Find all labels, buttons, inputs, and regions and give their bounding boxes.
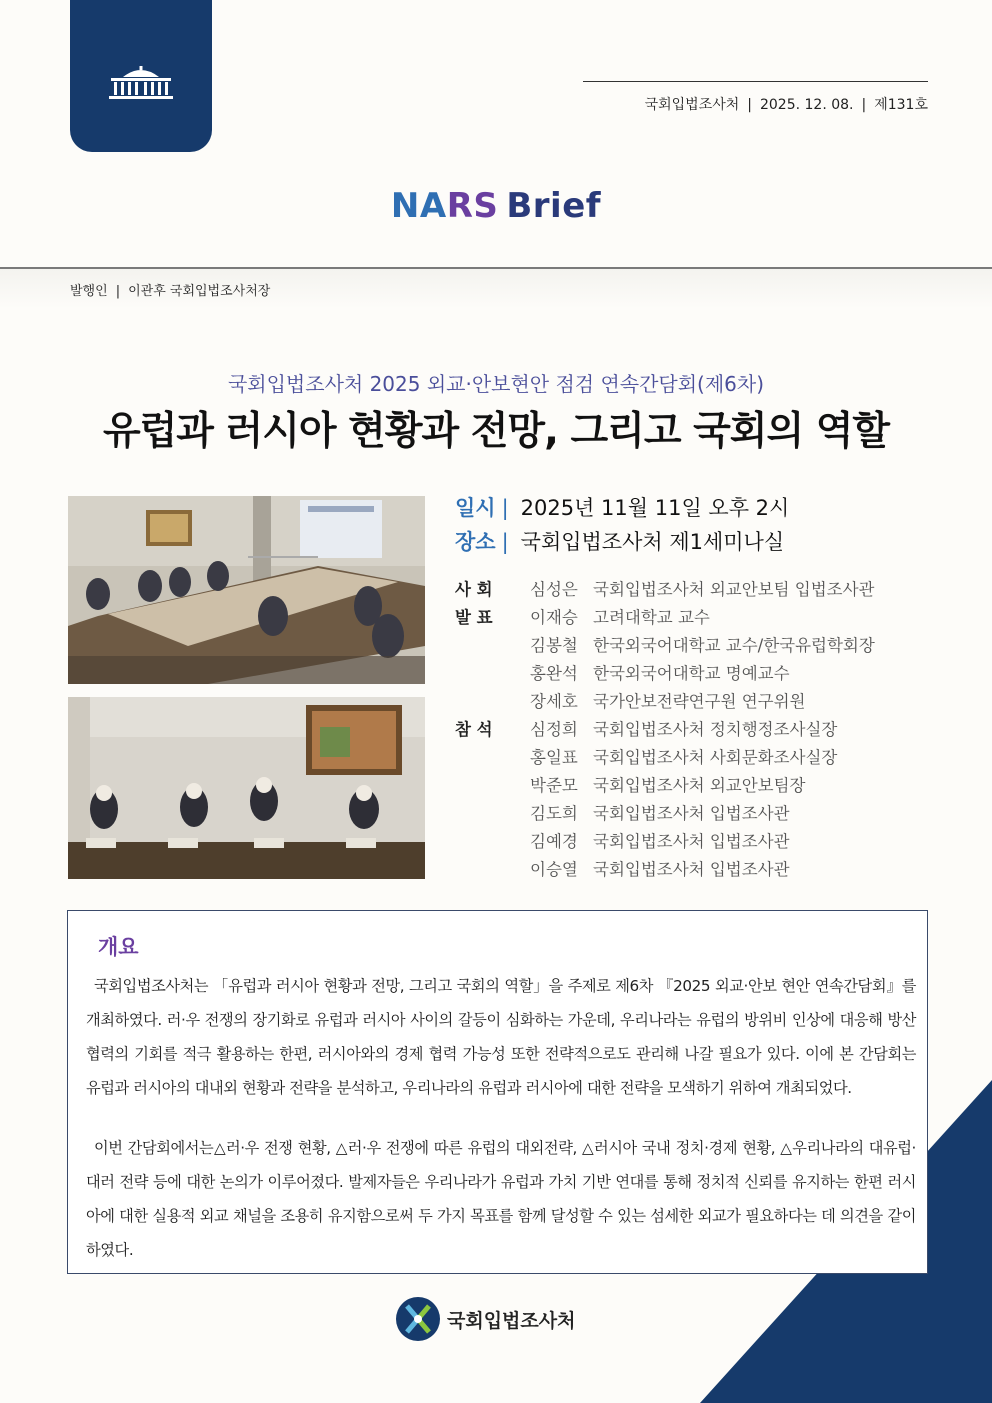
- meta-sep: |: [747, 97, 752, 113]
- participant-affiliation: 국회입법조사처 입법조사관: [593, 804, 790, 823]
- participant-name: 박준모: [530, 776, 578, 795]
- participant-name: 김도희: [530, 804, 578, 823]
- publisher-line: [70, 280, 270, 299]
- when-label: 일시: [455, 496, 496, 520]
- participant-role: 참 석: [455, 720, 493, 739]
- participant-name: 홍일표: [530, 748, 578, 767]
- where-bar: |: [501, 530, 509, 554]
- brand-logo: [0, 186, 992, 226]
- meta-org: 국회입법조사처: [644, 97, 740, 113]
- overview-paragraph-2: 이번 간담회에서는△러·우 전쟁 현황, △러·우 전쟁에 따른 유럽의 대외전략, △러시아 국내 정치·경제 현황, △우리나라의 대유럽·대러 전략 등에 대한 논의가 이루어졌다. 발제자들은 우리나라가 유럽과 가치 기반 연대를 통해 정치적 신뢰를 유지하는 한편 러시아에 대한 실용적 외교 채널을 조용히 유지함으로써 두 가지 목표를 함께 달성할 수 있는 섬세한 외교가 필요하다는 데 의견을 같이하였다.: [86, 1139, 916, 1259]
- publisher-sep: |: [115, 284, 121, 299]
- brand-part-na: NA: [390, 186, 447, 226]
- participant-affiliation: 국회입법조사처 사회문화조사실장: [593, 748, 838, 767]
- overview-heading: 개요: [98, 935, 139, 959]
- meta-date: 2025. 12. 08.: [759, 97, 854, 113]
- participant-affiliation: 국회입법조사처 입법조사관: [593, 832, 790, 851]
- where-value: 국회입법조사처 제1세미나실: [520, 530, 785, 554]
- overview-paragraph-1: 국회입법조사처는 「유럽과 러시아 현황과 전망, 그리고 국회의 역할」을 주제로 제6차 『2025 외교·안보 현안 연속간담회』를 개최하였다. 러·우 전쟁의 장기화로 유럽과 러시아 사이의 갈등이 심화하는 가운데, 우리나라는 유럽의 방위비 인상에 대응해 방산 협력의 기회를 적극 활용하는 한편, 러시아와의 경제 협력 가능성 또한 전략적으로도 관리해 나갈 필요가 있다. 이에 본 간담회는 유럽과 러시아의 대내외 현황과 전략을 분석하고, 우리나라의 유럽과 러시아에 대한 전략을 모색하기 위하여 개최되었다.: [86, 977, 916, 1097]
- meta-sep: |: [861, 97, 867, 113]
- meta-issue: 제131호: [874, 97, 928, 113]
- participant-name: 김예경: [530, 832, 578, 851]
- when-value: 2025년 11월 11일 오후 2시: [520, 496, 790, 520]
- participant-affiliation: 국회입법조사처 입법조사관: [593, 860, 790, 879]
- page-title: 유럽과 러시아 현황과 전망, 그리고 국회의 역할: [102, 409, 890, 454]
- when-bar: |: [501, 496, 509, 520]
- meeting-photo-1: [68, 496, 425, 684]
- participant-affiliation: 한국외국어대학교 명예교수: [593, 664, 790, 683]
- participant-affiliation: 고려대학교 교수: [593, 608, 710, 627]
- participant-name: 이재승: [530, 608, 578, 627]
- event-when: [455, 492, 789, 522]
- assembly-building-icon: [101, 66, 181, 100]
- brand-part-rs: RS: [446, 186, 499, 226]
- event-series: 국회입법조사처 2025 외교·안보현안 점검 연속간담회(제6차): [227, 372, 765, 396]
- header-tab: [70, 0, 212, 152]
- issue-meta: [645, 94, 928, 114]
- brand-part-brief: Brief: [506, 186, 602, 226]
- meeting-photo-2: [68, 697, 425, 879]
- meta-divider: [583, 81, 928, 82]
- participant-affiliation: 한국외국어대학교 교수/한국유럽학회장: [593, 636, 875, 655]
- footer-org-name: 국회입법조사처: [447, 1310, 576, 1332]
- participant-name: 김봉철: [530, 636, 578, 655]
- participant-affiliation: 국회입법조사처 외교안보팀장: [593, 776, 806, 795]
- nars-emblem-icon: [395, 1296, 441, 1342]
- participant-affiliation: 국회입법조사처 정치행정조사실장: [593, 720, 838, 739]
- event-where: [455, 526, 784, 556]
- participant-role: 발 표: [455, 608, 493, 627]
- participant-name: 장세호: [530, 692, 578, 711]
- participant-name: 심정희: [530, 720, 578, 739]
- where-label: 장소: [455, 530, 496, 554]
- participant-affiliation: 국가안보전략연구원 연구위원: [593, 692, 806, 711]
- participant-name: 홍완석: [530, 664, 578, 683]
- participant-name: 이승열: [530, 860, 578, 879]
- participant-affiliation: 국회입법조사처 외교안보팀 입법조사관: [593, 580, 875, 599]
- publisher-label: 발행인: [70, 284, 108, 299]
- participant-role: 사 회: [455, 580, 493, 599]
- participant-name: 심성은: [530, 580, 578, 599]
- overview-box: [67, 910, 928, 1274]
- publisher-name: 이관후 국회입법조사처장: [128, 284, 271, 299]
- footer-logo: [395, 1292, 625, 1346]
